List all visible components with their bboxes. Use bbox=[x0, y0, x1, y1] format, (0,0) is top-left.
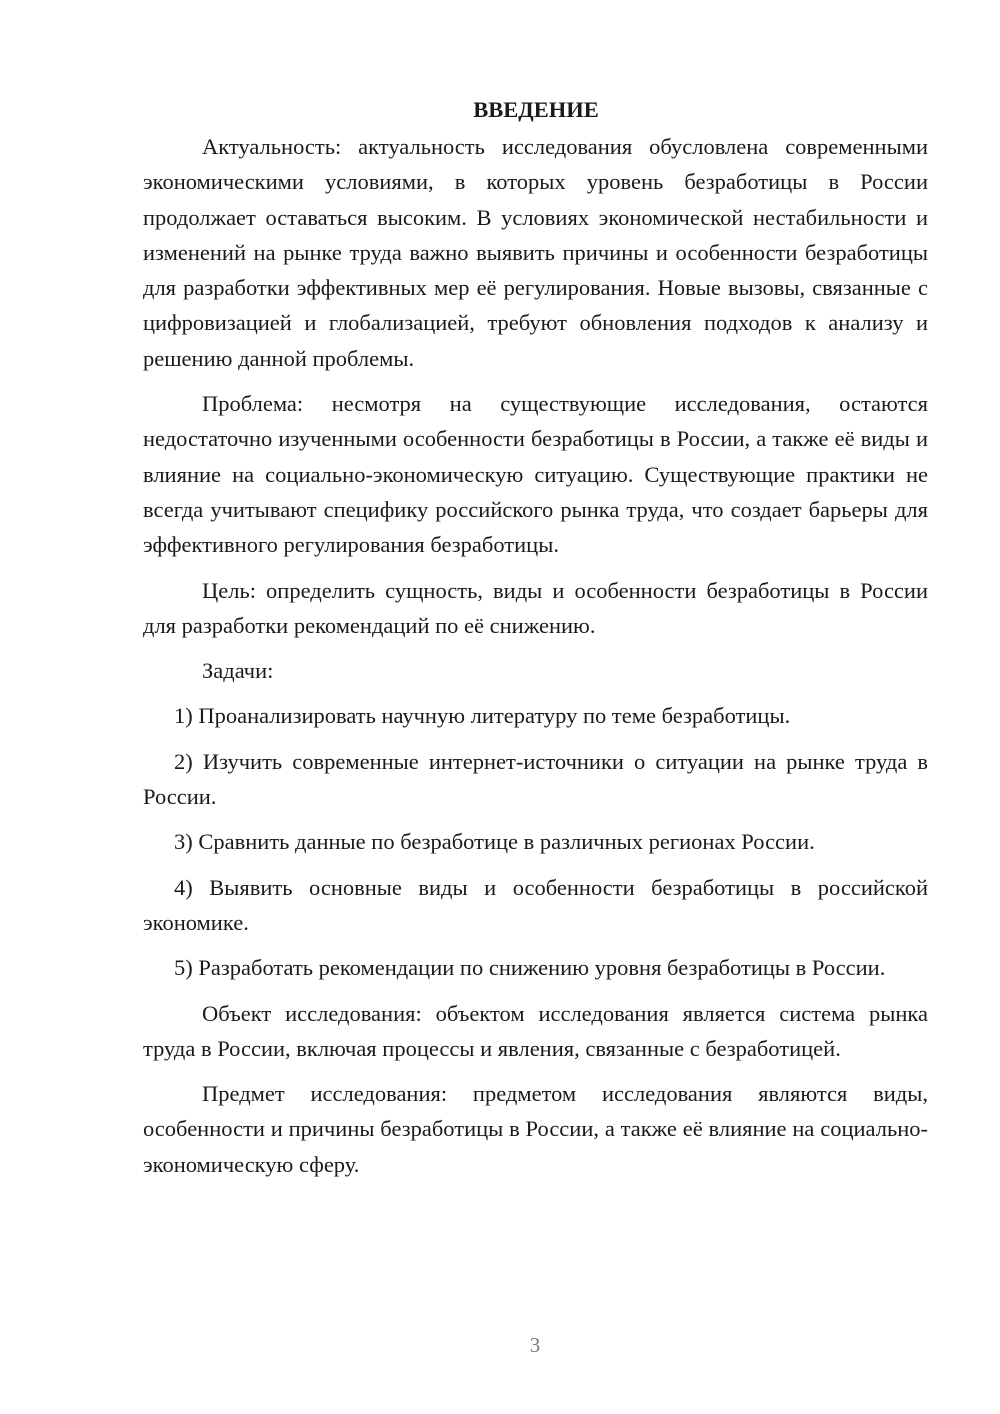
page-number: 3 bbox=[529, 1333, 541, 1357]
task-item: 4) Выявить основные виды и особенности безработицы в российской экономике. bbox=[143, 874, 928, 935]
task-item: 2) Изучить современные интернет-источники о ситуации на рынке труда в России. bbox=[143, 748, 928, 810]
paragraph-problem: Проблема: несмотря на существующие исследования, остаются недостаточно изученными особенности безработицы в России, а также её виды и влияние на социально-экономическую ситуацию. Существующие практики не всегда учитывают специфику российского рынка труда, что создает барьеры для эффективного регулирования безработицы. bbox=[143, 391, 928, 558]
paragraph-subject: Предмет исследования: предметом исследования являются виды, особенности и причины безработицы в России, а также её влияние на социально-экономическую сферу. bbox=[143, 1081, 928, 1177]
task-item: 5) Разработать рекомендации по снижению уровня безработицы в России. bbox=[174, 955, 886, 981]
page-title: ВВЕДЕНИЕ bbox=[473, 97, 599, 122]
paragraph-relevance: Актуальность: актуальность исследования обусловлена современными экономическими условиями, в которых уровень безработицы в России продолжает оставаться высоким. В условиях экономической нестабильности и изменений на рынке труда важно выявить причины и особенности безработицы для разработки эффективных мер её регулирования. Новые вызовы, связанные с цифровизацией и глобализацией, требуют обновления подходов к анализу и решению данной проблемы. bbox=[143, 134, 928, 371]
paragraph-tasks-heading: Задачи: bbox=[202, 658, 274, 684]
task-item: 1) Проанализировать научную литературу по теме безработицы. bbox=[174, 703, 791, 729]
paragraph-object: Объект исследования: объектом исследования является система рынка труда в России, включая процессы и явления, связанные с безработицей. bbox=[143, 1000, 928, 1061]
task-item: 3) Сравнить данные по безработице в различных регионах России. bbox=[174, 829, 815, 855]
document-page bbox=[143, 92, 928, 1182]
paragraph-goal: Цель: определить сущность, виды и особенности безработицы в России для разработки рекомендаций по её снижению. bbox=[143, 577, 928, 638]
